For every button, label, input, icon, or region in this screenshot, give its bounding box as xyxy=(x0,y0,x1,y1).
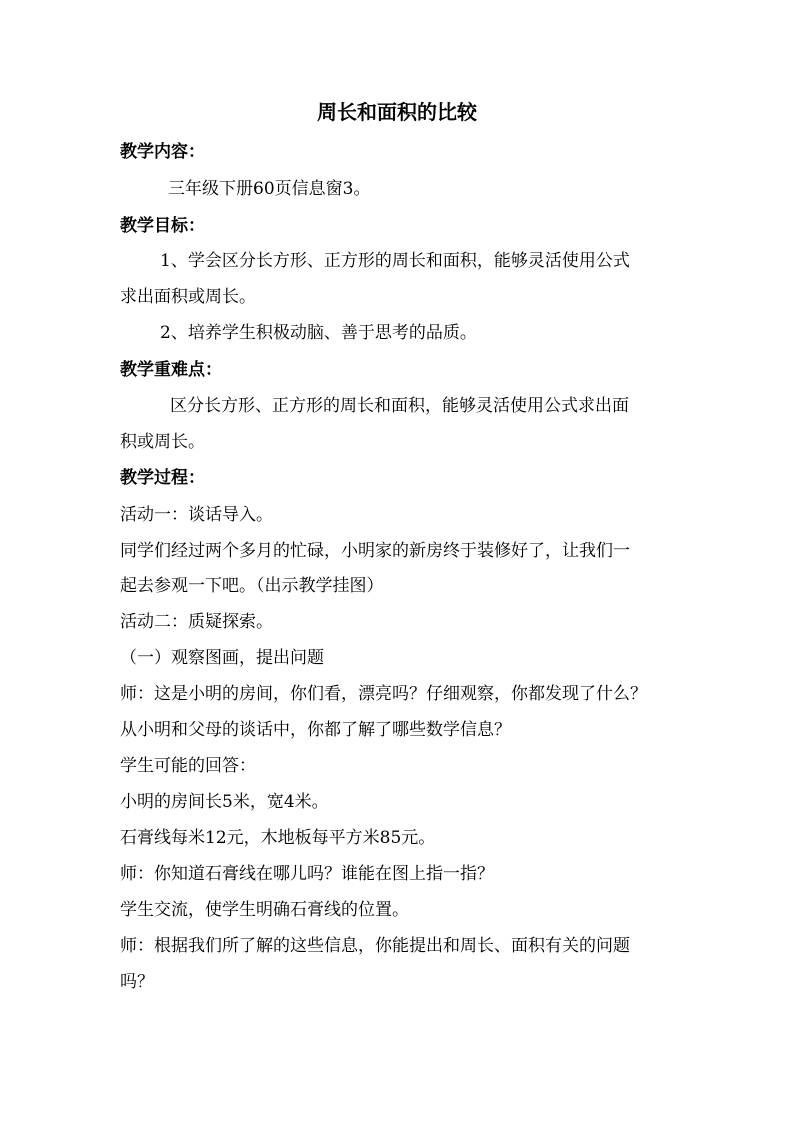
paragraph-line: 活动二：质疑探索。 xyxy=(120,612,273,632)
paragraph-line: 学生可能的回答： xyxy=(120,756,256,776)
paragraph-line: 三年级下册60页信息窗3。 xyxy=(168,179,371,199)
paragraph-line: 石膏线每米12元，木地板每平方米85元。 xyxy=(120,828,436,848)
paragraph-line: 师：根据我们所了解的这些信息，你能提出和周长、面积有关的问题 xyxy=(120,936,630,956)
heading-teaching-content: 教学内容： xyxy=(120,142,205,162)
paragraph-line: 师：你知道石膏线在哪儿吗？谁能在图上指一指？ xyxy=(120,864,494,884)
paragraph-line: 2、培养学生积极动脑、善于思考的品质。 xyxy=(160,323,477,343)
paragraph-line: 起去参观一下吧。（出示教学挂图） xyxy=(120,576,384,596)
heading-teaching-goals: 教学目标： xyxy=(120,216,205,236)
paragraph-line: 活动一：谈话导入。 xyxy=(120,505,273,525)
paragraph-line: 积或周长。 xyxy=(120,432,205,452)
paragraph-line: 学生交流，使学生明确石膏线的位置。 xyxy=(120,900,409,920)
heading-key-points: 教学重难点： xyxy=(120,360,222,380)
paragraph-line: 1、学会区分长方形、正方形的周长和面积，能够灵活使用公式 xyxy=(160,251,630,271)
paragraph-line: 师：这是小明的房间，你们看，漂亮吗？仔细观察，你都发现了什么？ xyxy=(120,684,647,704)
paragraph-line: 求出面积或周长。 xyxy=(120,287,256,307)
document-title: 周长和面积的比较 xyxy=(317,100,477,124)
paragraph-line: 吗？ xyxy=(120,972,154,992)
paragraph-line: 区分长方形、正方形的周长和面积，能够灵活使用公式求出面 xyxy=(170,396,629,416)
paragraph-line: 从小明和父母的谈话中，你都了解了哪些数学信息？ xyxy=(120,720,511,740)
paragraph-line: （一）观察图画，提出问题 xyxy=(120,648,324,668)
paragraph-line: 同学们经过两个多月的忙碌，小明家的新房终于装修好了，让我们一 xyxy=(120,541,630,561)
heading-teaching-process: 教学过程： xyxy=(120,468,205,488)
paragraph-line: 小明的房间长5米，宽4米。 xyxy=(120,792,329,812)
